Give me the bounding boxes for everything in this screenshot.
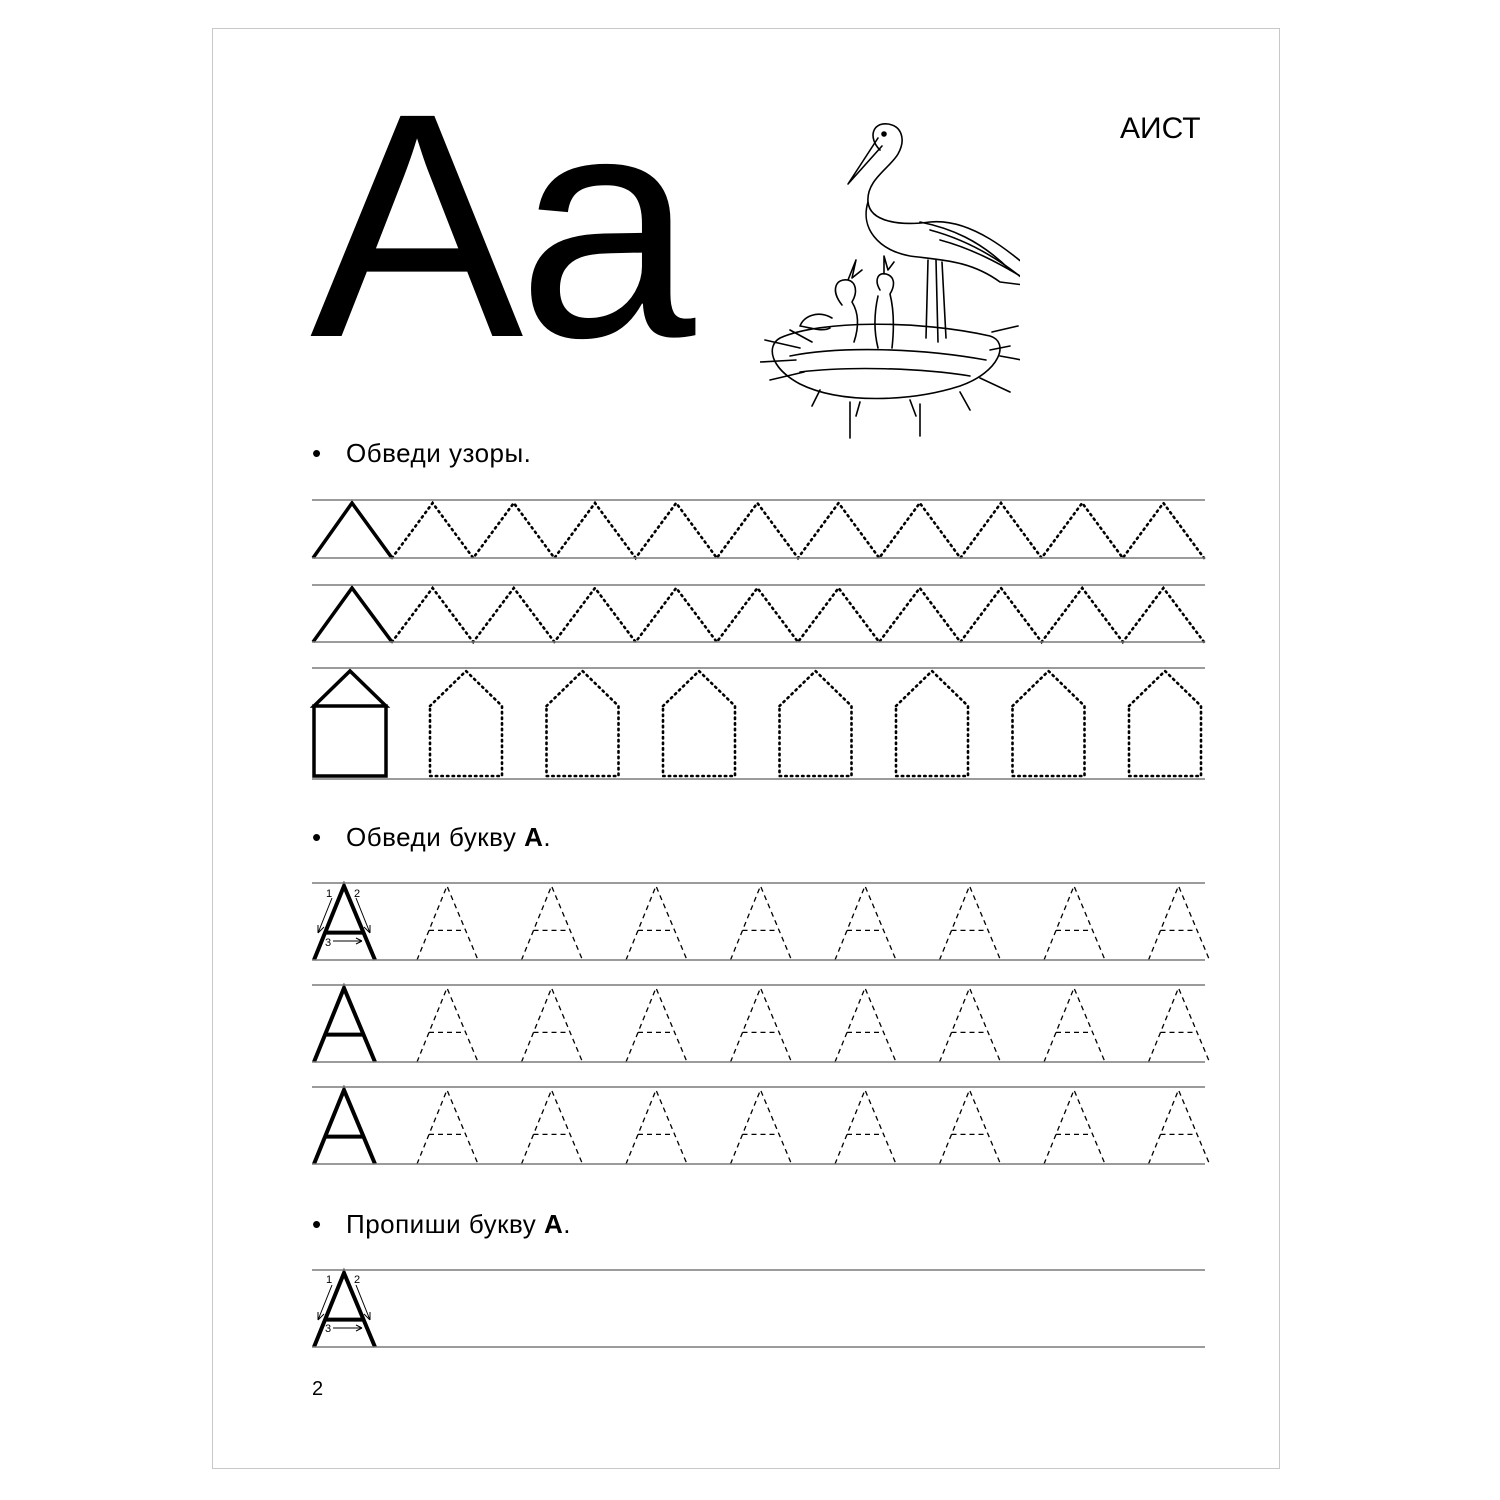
- stroke-number-3: 3: [325, 1323, 332, 1335]
- stroke-arrow-3: [333, 938, 362, 944]
- house-trace: [547, 671, 619, 776]
- stroke-number-1: 1: [326, 1274, 333, 1286]
- instruction-tail: .: [543, 822, 552, 852]
- house-trace: [896, 671, 968, 776]
- letter-a-trace: [731, 886, 792, 960]
- house-trace: [1129, 671, 1201, 776]
- house-trace: [430, 671, 502, 776]
- instruction-text: Обведи букву: [346, 822, 525, 852]
- letter-a-trace: [1044, 988, 1105, 1062]
- bullet-icon: •: [312, 822, 322, 852]
- letter-a-trace: [522, 1090, 583, 1164]
- letter-a-sample: [314, 988, 375, 1062]
- letter-a-trace: [940, 1090, 1001, 1164]
- instruction-letter: А: [524, 822, 544, 852]
- instruction-tail: .: [563, 1209, 571, 1239]
- letter-a-trace: [1149, 1090, 1210, 1164]
- letter-a-trace: [731, 1090, 792, 1164]
- letter-a-trace: [417, 886, 478, 960]
- instruction-text: Пропиши букву: [346, 1209, 544, 1239]
- stroke-arrow-3: [333, 1325, 362, 1331]
- letter-a-trace: [417, 988, 478, 1062]
- letter-a-trace: [835, 988, 896, 1062]
- zigzag-sample: [313, 588, 392, 642]
- instruction-text: Обведи узоры.: [346, 438, 532, 468]
- word-label: АИСТ: [1120, 112, 1201, 145]
- letter-a-trace: [626, 988, 687, 1062]
- house-trace: [663, 671, 735, 776]
- letter-a-trace: [1044, 1090, 1105, 1164]
- letter-a-trace: [835, 886, 896, 960]
- stroke-number-2: 2: [354, 888, 361, 900]
- letter-a-sample: [314, 1090, 375, 1164]
- zigzag-sample: [313, 503, 392, 558]
- page-number: 2: [312, 1378, 324, 1400]
- letter-a-trace: [417, 1090, 478, 1164]
- zigzag-trace: [392, 588, 1204, 642]
- house-sample: [314, 671, 386, 776]
- house-trace: [1013, 671, 1085, 776]
- letter-a-trace: [1149, 886, 1210, 960]
- letter-a-trace: [522, 886, 583, 960]
- letter-a-trace: [835, 1090, 896, 1164]
- letter-a-trace: [731, 988, 792, 1062]
- house-trace: [780, 671, 852, 776]
- letter-a-trace: [626, 886, 687, 960]
- stroke-number-3: 3: [325, 937, 332, 949]
- big-letter-heading: Aa: [310, 46, 690, 404]
- letter-a-trace: [940, 886, 1001, 960]
- bullet-icon: •: [312, 438, 322, 468]
- instruction-letter: А: [543, 1209, 564, 1239]
- letter-a-trace: [1044, 886, 1105, 960]
- zigzag-trace: [392, 503, 1204, 558]
- bullet-icon: •: [312, 1209, 322, 1239]
- letter-a-trace: [522, 988, 583, 1062]
- letter-a-trace: [1149, 988, 1210, 1062]
- stroke-number-2: 2: [354, 1274, 361, 1286]
- letter-a-trace: [626, 1090, 687, 1164]
- stroke-number-1: 1: [326, 888, 333, 900]
- letter-a-trace: [940, 988, 1001, 1062]
